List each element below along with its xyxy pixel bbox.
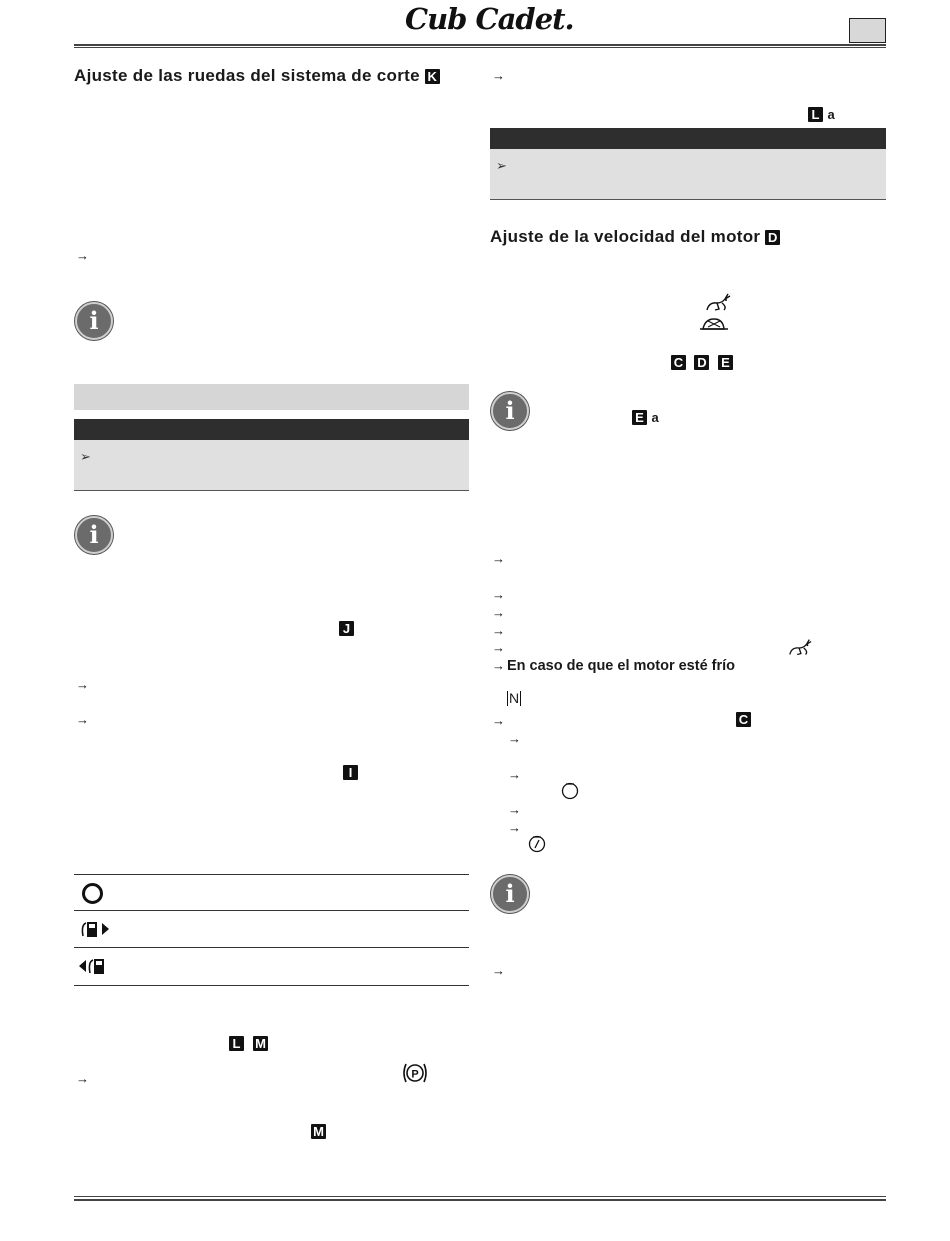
arrow-icon: → — [508, 767, 521, 782]
section-gray-bar — [74, 384, 469, 410]
fuel-forward-icon — [80, 919, 110, 939]
parking-brake-icon — [401, 1060, 429, 1086]
badge-k: K — [425, 69, 440, 84]
warning-header-bar — [74, 419, 469, 440]
info-icon: i — [491, 392, 529, 430]
badge-e: E — [718, 355, 733, 370]
badge-l-ref: L — [808, 107, 823, 122]
badge-c: C — [736, 712, 751, 727]
table-row — [74, 874, 469, 911]
svg-text:P: P — [411, 1068, 419, 1081]
arrow-icon: → — [492, 605, 505, 620]
bullet-icon: ➢ — [80, 449, 91, 464]
arrow-icon: → — [492, 623, 505, 638]
badge-d: D — [694, 355, 709, 370]
ref-suffix: a — [651, 410, 659, 425]
badge-e: E — [632, 410, 647, 425]
badge-m: M — [253, 1036, 268, 1051]
arrow-icon: → — [492, 640, 505, 655]
arrow-icon: → — [76, 712, 89, 727]
ref-l-a — [808, 106, 835, 124]
footer-rule — [74, 1196, 886, 1197]
fuel-backward-icon — [78, 956, 110, 976]
ref-e-a — [632, 409, 659, 427]
arrow-icon: → — [492, 658, 505, 673]
info-icon: i — [75, 302, 113, 340]
warning-box-left — [74, 419, 469, 491]
header-rule — [74, 44, 886, 46]
heading-engine-speed: Ajuste de la velocidad del motor D — [490, 227, 780, 247]
arrow-icon: → — [508, 731, 521, 746]
language-tab-box — [849, 18, 886, 43]
ref-suffix: a — [827, 107, 835, 122]
arrow-icon: → — [76, 1071, 89, 1086]
badge-j: J — [339, 621, 354, 636]
arrow-icon: → — [76, 248, 89, 263]
arrow-icon: → — [492, 963, 505, 978]
choke-closed-icon — [527, 833, 547, 853]
rabbit-fast-icon — [704, 292, 732, 314]
table-row — [74, 910, 469, 948]
arrow-icon: → — [492, 68, 505, 83]
warning-box-right — [490, 128, 886, 200]
arrow-icon: → — [76, 677, 89, 692]
badge-m: M — [311, 1124, 326, 1139]
arrow-icon: → — [508, 802, 521, 817]
footer-rule-thick — [74, 1199, 886, 1201]
cub-cadet-logo: Cub Cadet. — [405, 2, 574, 36]
arrow-icon: → — [508, 820, 521, 835]
badge-i: I — [343, 765, 358, 780]
arrow-icon: → — [492, 713, 505, 728]
neutral-symbol: N — [509, 690, 520, 706]
circle-ring-icon — [82, 883, 103, 904]
turtle-slow-icon — [699, 317, 729, 333]
arrow-icon: → — [492, 587, 505, 602]
info-icon: i — [491, 875, 529, 913]
heading-cutting-wheels: Ajuste de las ruedas del sistema de corte K — [74, 66, 440, 86]
badge-c: C — [671, 355, 686, 370]
cold-engine-text: En caso de que el motor esté frío — [507, 658, 736, 674]
arrow-icon: → — [492, 551, 505, 566]
bullet-icon: ➢ — [496, 158, 507, 173]
warning-header-bar — [490, 128, 886, 149]
table-row — [74, 947, 469, 986]
badges-cde — [671, 354, 733, 372]
choke-icon — [560, 780, 580, 800]
badge-d: D — [765, 230, 780, 245]
badge-l: L — [229, 1036, 244, 1051]
info-icon: i — [75, 516, 113, 554]
rabbit-fast-icon — [787, 637, 813, 659]
header-rule-thin — [74, 47, 886, 48]
